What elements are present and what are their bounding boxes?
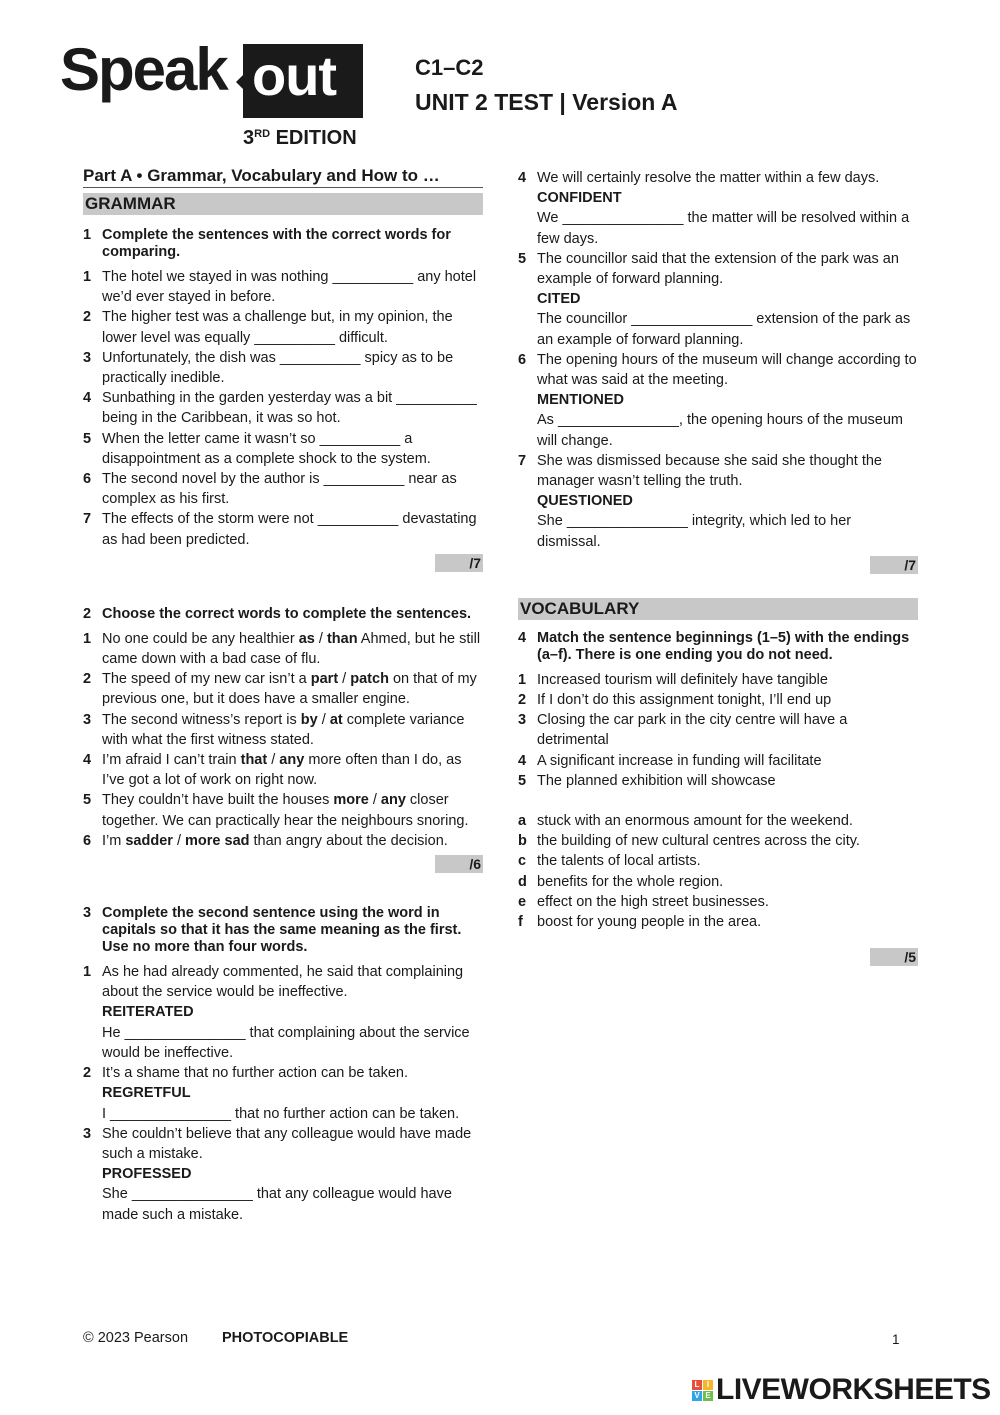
task-3-item — [518, 350, 918, 451]
beginning-item — [518, 751, 918, 771]
option-1[interactable]: as — [298, 630, 315, 647]
task-1-item — [83, 348, 483, 388]
item-text: As he had already commented, he said that complaining about the service would be ineffective. — [102, 964, 464, 1001]
task-3-item — [83, 1124, 483, 1225]
item-text: Sunbathing in the garden yesterday was a bit __________ being in the Caribbean, it was so hot. — [102, 390, 477, 427]
item-post: on that of my previous one, but it does have a smaller engine. — [102, 671, 477, 708]
grid-letter: L — [692, 1380, 702, 1390]
item-number: 6 — [83, 832, 92, 849]
item-number: 6 — [518, 351, 527, 368]
task-1-items — [83, 267, 483, 550]
vocabulary-heading: VOCABULARY — [518, 598, 918, 620]
item-body — [102, 1124, 483, 1225]
task-3-item — [83, 962, 483, 1063]
footer-photocopiable: PHOTOCOPIABLE — [222, 1330, 349, 1346]
item-pre: I’m afraid I can’t train — [102, 752, 241, 769]
item-number: 4 — [83, 390, 92, 407]
part-title: Part A • Grammar, Vocabulary and How to … — [83, 166, 483, 188]
task-3-item — [518, 451, 918, 552]
footer-copyright: © 2023 Pearson — [83, 1330, 189, 1346]
option-1[interactable]: that — [240, 752, 268, 769]
task-1-item — [83, 469, 483, 509]
item-text: If I don’t do this assignment tonight, I’ll end up — [537, 692, 832, 709]
item-text: When the letter came it wasn’t so __________ a disappointment as a complete shock to the system. — [102, 430, 431, 467]
option-separator: / — [338, 671, 351, 688]
answer-sentence[interactable]: The councillor _______________ extension of the park as an example of forward planning. — [537, 311, 911, 348]
task-1-item — [83, 429, 483, 469]
grid-letter: E — [703, 1391, 713, 1401]
task-2-instruction: 2 Choose the correct words to complete the sentences. — [83, 605, 472, 622]
keyword: PROFESSED — [102, 1166, 192, 1183]
item-pre: No one could be any healthier — [102, 630, 299, 647]
answer-sentence[interactable]: We _______________ the matter will be resolved within a few days. — [537, 210, 910, 247]
item-post: complete variance with what the first witness stated. — [102, 711, 465, 748]
item-pre: They couldn’t have built the houses — [102, 792, 334, 809]
answer-sentence[interactable]: I _______________ that no further action can be taken. — [102, 1105, 460, 1122]
item-body — [537, 350, 918, 451]
item-text: The effects of the storm were not __________ devastating as had been predicted. — [102, 511, 477, 548]
keyword: CITED — [537, 291, 581, 308]
answer-sentence[interactable]: As _______________, the opening hours of the museum will change. — [537, 412, 903, 449]
item-text: Unfortunately, the dish was __________ spicy as to be practically inedible. — [102, 349, 454, 387]
item-number: 5 — [83, 792, 92, 809]
option-2[interactable]: at — [329, 711, 343, 728]
item-pre: The second witness’s report is — [102, 711, 301, 728]
task-2-item — [83, 629, 483, 669]
page-number: 1 — [892, 1332, 900, 1347]
item-number: 2 — [518, 692, 527, 709]
left-column — [83, 166, 483, 1225]
task-1-item — [83, 307, 483, 347]
option-2[interactable]: any — [380, 792, 406, 809]
option-2[interactable]: any — [279, 752, 305, 769]
item-pre: The speed of my new car isn’t a — [102, 671, 311, 688]
item-text: the building of new cultural centres across the city. — [537, 833, 860, 850]
keyword: MENTIONED — [537, 392, 624, 409]
ending-item — [518, 831, 918, 851]
item-body — [537, 168, 918, 249]
task-1-instruction: 1 Complete the sentences with the correct words for comparing. — [83, 227, 451, 260]
liveworksheets-logo — [692, 1375, 991, 1405]
ending-item — [518, 851, 918, 871]
item-letter: a — [518, 813, 527, 830]
option-1[interactable]: by — [300, 711, 318, 728]
item-number: 3 — [83, 711, 92, 728]
level-label: C1–C2 — [415, 55, 484, 80]
task-2-item — [83, 790, 483, 830]
task-4-beginnings — [518, 670, 918, 791]
task-3-score-box: /7 — [870, 556, 918, 574]
item-number: 5 — [518, 250, 527, 267]
item-number: 2 — [83, 671, 92, 688]
item-number: 3 — [83, 1125, 92, 1142]
keyword: REITERATED — [102, 1004, 194, 1021]
task-3-items-left — [83, 962, 483, 1225]
edition-suffix: RD — [254, 128, 271, 140]
logo-out-text: out — [252, 44, 337, 107]
grid-letter: V — [692, 1391, 702, 1401]
keyword: REGRETFUL — [102, 1085, 191, 1102]
option-2[interactable]: than — [326, 630, 358, 647]
item-number: 2 — [83, 309, 92, 326]
item-text: A significant increase in funding will facilitate — [537, 752, 822, 769]
item-text: boost for young people in the area. — [537, 914, 762, 931]
item-body — [102, 962, 483, 1063]
item-text: Closing the car park in the city centre will have a detrimental — [537, 712, 848, 749]
beginning-item — [518, 710, 918, 750]
task-3-item — [518, 249, 918, 350]
item-number: 6 — [83, 471, 92, 488]
item-number: 4 — [518, 752, 527, 769]
logo-speak-text: Speak — [60, 36, 227, 103]
task-2-item — [83, 750, 483, 790]
item-pre: I’m — [102, 832, 126, 849]
item-text: The planned exhibition will showcase — [537, 772, 776, 789]
option-separator: / — [314, 630, 327, 647]
item-text: She couldn’t believe that any colleague would have made such a mistake. — [102, 1125, 472, 1162]
item-text: It’s a shame that no further action can be taken. — [102, 1065, 409, 1082]
item-text — [102, 629, 483, 669]
item-text: effect on the high street businesses. — [537, 893, 769, 910]
beginning-item — [518, 690, 918, 710]
task-4-endings — [518, 811, 918, 932]
beginning-item — [518, 771, 918, 791]
item-text — [102, 669, 483, 709]
item-number: 7 — [518, 452, 527, 469]
item-body — [537, 249, 918, 350]
item-text: Increased tourism will definitely have tangible — [537, 671, 828, 688]
item-number: 3 — [83, 349, 92, 366]
task-3-items-right — [518, 168, 918, 552]
ending-item — [518, 912, 918, 932]
answer-sentence[interactable]: She _______________ integrity, which led to her dismissal. — [537, 513, 852, 550]
option-separator: / — [368, 792, 381, 809]
option-2[interactable]: more sad — [185, 832, 250, 849]
edition-number: 3 — [243, 127, 255, 149]
option-separator: / — [172, 832, 186, 849]
option-separator: / — [267, 752, 280, 769]
item-text: The higher test was a challenge but, in my opinion, the lower level was equally __________ difficult. — [102, 309, 453, 346]
answer-sentence[interactable]: She _______________ that any colleague would have made such a mistake. — [102, 1186, 452, 1223]
item-text: The second novel by the author is __________ near as complex as his first. — [102, 471, 457, 508]
item-text: She was dismissed because she said she thought the manager wasn’t telling the truth. — [537, 452, 882, 490]
item-text — [102, 790, 483, 830]
item-text: stuck with an enormous amount for the weekend. — [537, 813, 853, 830]
item-text — [102, 750, 483, 790]
logo-edition — [243, 128, 357, 148]
item-text: the talents of local artists. — [537, 853, 701, 870]
item-letter: e — [518, 893, 527, 910]
ending-item — [518, 892, 918, 912]
grammar-heading: GRAMMAR — [83, 193, 483, 215]
item-number: 7 — [83, 511, 92, 528]
item-text: We will certainly resolve the matter within a few days. — [537, 170, 880, 186]
task-2-item — [83, 710, 483, 750]
item-post: closer together. We can practically hear the neighbours snoring. — [102, 792, 469, 829]
logo-notch — [236, 74, 244, 90]
item-number: 1 — [83, 630, 92, 647]
item-number: 1 — [83, 964, 92, 981]
task-4-score-box: /5 — [870, 948, 918, 966]
item-text: The opening hours of the museum will change according to what was said at the meeting. — [537, 351, 917, 389]
item-text — [102, 710, 483, 750]
task-3-item — [518, 168, 918, 249]
task-2-item — [83, 831, 483, 851]
item-number: 2 — [83, 1065, 92, 1082]
item-text: The councillor said that the extension of the park was an example of forward planning. — [537, 250, 899, 288]
task-4-instruction: 4 Match the sentence beginnings (1–5) with the endings (a–f). There is one ending you do not need. — [518, 629, 910, 663]
beginning-item — [518, 670, 918, 690]
ending-item — [518, 811, 918, 831]
item-text: benefits for the whole region. — [537, 873, 724, 890]
item-number: 5 — [518, 772, 527, 789]
item-number: 5 — [83, 430, 92, 447]
item-number: 3 — [518, 712, 527, 729]
answer-sentence[interactable]: He _______________ that complaining about the service would be ineffective. — [102, 1024, 470, 1061]
liveworksheets-grid-icon — [692, 1380, 713, 1401]
task-3-item — [83, 1063, 483, 1124]
task-3-instruction: 3 Complete the second sentence using the word in capitals so that it has the same meaning as the first. Use no more than four words. — [83, 905, 462, 956]
item-number: 1 — [83, 269, 92, 285]
option-1[interactable]: part — [310, 671, 339, 688]
item-post: Ahmed, but he still came down with a bad case of flu. — [102, 630, 481, 668]
item-number: 4 — [518, 170, 527, 186]
item-letter: d — [518, 873, 527, 890]
task-2-item — [83, 669, 483, 709]
task-1-item — [83, 267, 483, 307]
task-2-items — [83, 629, 483, 851]
task-1-score-box: /7 — [435, 554, 483, 572]
item-letter: b — [518, 833, 527, 850]
item-letter: f — [518, 914, 523, 931]
right-column — [518, 168, 918, 966]
edition-word: EDITION — [270, 127, 357, 149]
item-body — [102, 1063, 483, 1124]
option-1[interactable]: sadder — [125, 832, 173, 849]
option-2[interactable]: patch — [350, 671, 389, 688]
item-post: than angry about the decision. — [249, 832, 448, 849]
grid-letter: I — [703, 1380, 713, 1390]
item-text — [102, 831, 483, 851]
test-title: UNIT 2 TEST | Version A — [415, 89, 678, 115]
item-post: more often than I do, as I’ve got a lot of work on right now. — [102, 752, 462, 789]
item-text: The hotel we stayed in was nothing __________ any hotel we’d ever stayed in before. — [102, 269, 477, 306]
keyword: QUESTIONED — [537, 493, 633, 510]
item-body — [537, 451, 918, 552]
ending-item — [518, 872, 918, 892]
item-number: 4 — [83, 752, 92, 769]
item-letter: c — [518, 853, 527, 870]
keyword: CONFIDENT — [537, 190, 622, 207]
task-1-item — [83, 509, 483, 549]
task-2-score-box: /6 — [435, 855, 483, 873]
task-1-item — [83, 388, 483, 428]
option-1[interactable]: more — [333, 792, 369, 809]
liveworksheets-text: LIVEWORKSHEETS — [716, 1373, 991, 1406]
item-number: 1 — [518, 671, 527, 688]
option-separator: / — [317, 711, 330, 728]
